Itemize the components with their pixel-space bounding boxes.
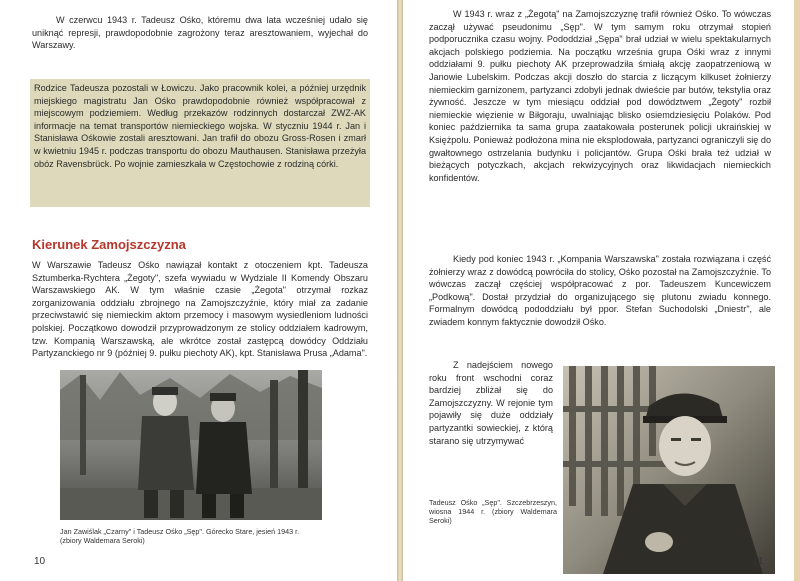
right-photo-caption: Tadeusz Ośko „Sęp". Szczebrzeszyn, wiosna 1944 r. (zbiory Waldemara Seroki): [429, 498, 557, 525]
left-photo-caption: Jan Zawiślak „Czarny" i Tadeusz Ośko „Sęp". Górecko Stare, jesień 1943 r. (zbiory Waldemara Seroki): [60, 527, 300, 545]
page-border-right: [794, 0, 800, 581]
right-paragraph-1: W 1943 r. wraz z „Żegotą" na Zamojszczyznę trafił również Ośko. To wówczas zaczął używać pseudonimu „Sęp". W tym samym roku otrzymał stopień podporucznika czasu wojny. Pododdział „Sępa" brał udział w wielu spektakularnych akcjach polskiego podziemia. Na początku września grupa Ośki wraz z innymi oddziałami 9. pułku piechoty AK przeprowadziła śmiałą akcję zaopatrzeniową w Janowie Lubelskim. Podczas akcji doszło do starcia z liczącym kilkuset żołnierzy niemieckim garnizonem, partyzanci zdobyli jednak dwieście par butów, tekstylia oraz żywność. Jeszcze w tym miesiącu oddział pod dowództwem „Żegoty" rozbił niemieckie więzienie w Biłgoraju, uwalniając blisko osiemdziesięciu Polaków. Pod koniec października ta sama grupa zaatakowała posterunek policji ukraińskiej w Księżpolu. Ponieważ podłożona mina nie eksplodowała, partyzanci ograniczyli się do gwałtownego ostrzelania budynku i policjantów. Grupa Ośki brała też udział w bieżących potyczkach, akcjach rekwizycyjnych oraz likwidacjach niemieckich konfidentów.: [429, 9, 771, 183]
body-paragraph: W Warszawie Tadeusz Ośko nawiązał kontakt z otoczeniem kpt. Tadeusza Sztumberka-Rychtera „Żegoty", szefa wywiadu w Wydziale II Komendy Obszaru Warszawskiego AK. W tym właśnie czasie „Żegota" otrzymał rozkaz zorganizowania oddziału zbrojnego na Zamojszczyźnie, który miał za zadanie przeciwstawić się niemieckim aktom przemocy i masowym wysiedleniom ludności polskiej. Początkowo dowodził przyprowadzonym ze stolicy oddziałem kadrowym, tzw. Kompanią Warszawską, ale wkrótce został zastępcą dowódcy Oddziału Partyzanckiego nr 9 (później 9. pułku piechoty AK), kpt. Stanisława Prusa „Adama".: [32, 260, 368, 359]
intro-paragraph: W czerwcu 1943 r. Tadeusz Ośko, któremu dwa lata wcześniej udało się uniknąć represji, prawdopodobnie zagrożony teraz aresztowaniem, wyjechał do Warszawy.: [32, 15, 368, 51]
info-box-text: Rodzice Tadeusza pozostali w Łowiczu. Jako pracownik kolei, a później urzędnik miejskiego magistratu Jan Ośko prawdopodobnie również współpracował z miejscowym podziemiem. Według przekazów rodzinnych dostarczał ZWZ-AK informacje na temat transportów niemieckiego wojska. W styczniu 1944 r. Jan i Stanisława Ośkowie zostali aresztowani. Jan trafił do obozu Gross-Rosen i zmarł w kwietniu 1945 r. podczas transportu do obozu Mauthausen. Stanisława przeżyła obóz Ravensbrück. Po wojnie zamieszkała w Częstochowie z rodziną córki.: [34, 83, 366, 169]
info-box: [30, 79, 370, 207]
page-number-left: 10: [34, 556, 46, 567]
left-page: [0, 0, 398, 581]
right-paragraph-2: Kiedy pod koniec 1943 r. „Kompania Warszawska" została rozwiązana i część żołnierzy wraz z dowódcą powróciła do stolicy, Ośko pozostał na Zamojszczyźnie. To wówczas zaczął częściej współpracować z por. Tadeuszem Kuncewiczem „Podkową". Dostał przydział do organizującego się plutonu zwiadu konnego. Formalnym dowódcą pododdziału był ppor. Stefan Suchodolski „Dniestr", ale zwiadem konnym faktycznie dowodził Ośko.: [429, 254, 771, 327]
right-paragraph-3: Z nadejściem nowego roku front wschodni coraz bardziej zbliżał się do Zamojszczyzny. W rejonie tym pojawiły się duże oddziały partyzantki sowieckiej, z którą starano się utrzymywać: [429, 360, 553, 446]
photo-two-partisans: [60, 370, 322, 520]
section-heading: Kierunek Zamojszczyzna: [32, 237, 186, 252]
photo-tadeusz-osko: [563, 366, 775, 574]
right-page: [402, 0, 800, 581]
page-number-right: 11: [753, 556, 764, 567]
